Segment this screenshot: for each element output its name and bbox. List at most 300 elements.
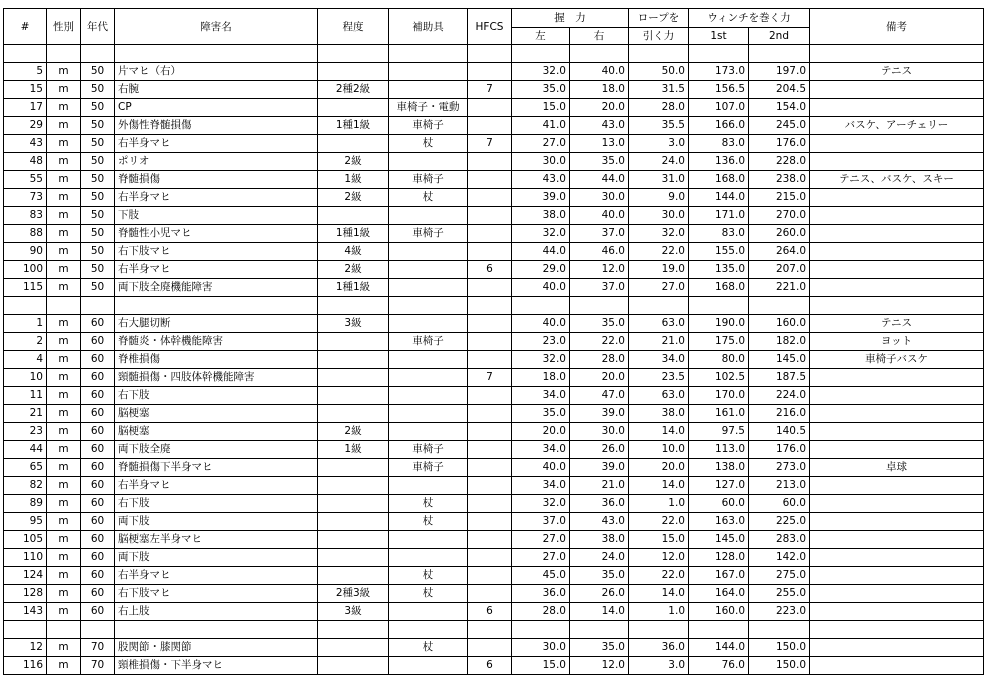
cell-sex: m [47, 153, 81, 171]
cell-w1: 168.0 [689, 279, 749, 297]
cell-hfcs [468, 387, 512, 405]
cell-hfcs [468, 117, 512, 135]
cell-num: 21 [4, 405, 47, 423]
cell-note: テニス、バスケ、スキー [810, 171, 984, 189]
cell-grip-r: 43.0 [570, 513, 629, 531]
empty-cell [570, 621, 629, 639]
cell-degree [318, 477, 389, 495]
cell-grip-r: 14.0 [570, 603, 629, 621]
cell-aid [389, 549, 468, 567]
cell-aid [389, 531, 468, 549]
cell-aid: 車椅子 [389, 333, 468, 351]
cell-w1: 144.0 [689, 639, 749, 657]
cell-hfcs [468, 441, 512, 459]
cell-w2: 207.0 [749, 261, 810, 279]
cell-w1: 170.0 [689, 387, 749, 405]
cell-note [810, 531, 984, 549]
cell-rope: 36.0 [629, 639, 689, 657]
cell-num: 100 [4, 261, 47, 279]
header-winch-2nd: 2nd [749, 28, 810, 45]
cell-grip-r: 38.0 [570, 531, 629, 549]
cell-note [810, 189, 984, 207]
cell-hfcs: 6 [468, 261, 512, 279]
empty-cell [115, 45, 318, 63]
cell-age: 50 [81, 261, 115, 279]
cell-w2: 204.5 [749, 81, 810, 99]
cell-hfcs [468, 549, 512, 567]
cell-disability: 脳梗塞左半身マヒ [115, 531, 318, 549]
cell-disability: 両下肢 [115, 513, 318, 531]
cell-sex: m [47, 117, 81, 135]
cell-w2: 273.0 [749, 459, 810, 477]
cell-note [810, 261, 984, 279]
cell-w1: 175.0 [689, 333, 749, 351]
empty-cell [749, 621, 810, 639]
empty-cell [629, 297, 689, 315]
cell-grip-r: 20.0 [570, 99, 629, 117]
cell-w1: 163.0 [689, 513, 749, 531]
empty-cell [810, 621, 984, 639]
cell-grip-l: 27.0 [512, 135, 570, 153]
cell-note: テニス [810, 315, 984, 333]
header-rope-line1: ロープを [629, 9, 689, 28]
cell-rope: 63.0 [629, 315, 689, 333]
header-sex: 性別 [47, 9, 81, 45]
cell-sex: m [47, 225, 81, 243]
cell-rope: 27.0 [629, 279, 689, 297]
header-degree: 程度 [318, 9, 389, 45]
header-winch: ウィンチを巻く力 [689, 9, 810, 28]
header-aid: 補助具 [389, 9, 468, 45]
cell-num: 44 [4, 441, 47, 459]
cell-num: 95 [4, 513, 47, 531]
cell-grip-r: 37.0 [570, 279, 629, 297]
cell-disability: 右半身マヒ [115, 189, 318, 207]
table-row [4, 639, 984, 657]
table-row [4, 135, 984, 153]
table-row [4, 225, 984, 243]
cell-grip-l: 32.0 [512, 495, 570, 513]
cell-w2: 176.0 [749, 441, 810, 459]
cell-grip-l: 32.0 [512, 225, 570, 243]
cell-grip-r: 12.0 [570, 657, 629, 675]
cell-w1: 113.0 [689, 441, 749, 459]
cell-note [810, 441, 984, 459]
cell-hfcs [468, 531, 512, 549]
cell-sex: m [47, 495, 81, 513]
cell-grip-r: 13.0 [570, 135, 629, 153]
table-row [4, 531, 984, 549]
cell-num: 23 [4, 423, 47, 441]
cell-age: 50 [81, 189, 115, 207]
cell-hfcs [468, 333, 512, 351]
cell-sex: m [47, 549, 81, 567]
cell-rope: 22.0 [629, 513, 689, 531]
cell-rope: 1.0 [629, 603, 689, 621]
cell-degree: 3級 [318, 603, 389, 621]
cell-aid: 車椅子・電動 [389, 99, 468, 117]
cell-aid [389, 477, 468, 495]
empty-cell [512, 45, 570, 63]
cell-grip-r: 35.0 [570, 639, 629, 657]
cell-disability: 頸髄損傷・四肢体幹機能障害 [115, 369, 318, 387]
cell-hfcs [468, 189, 512, 207]
cell-rope: 50.0 [629, 63, 689, 81]
cell-aid: 杖 [389, 585, 468, 603]
cell-note [810, 135, 984, 153]
cell-w2: 255.0 [749, 585, 810, 603]
cell-rope: 14.0 [629, 477, 689, 495]
cell-hfcs [468, 423, 512, 441]
table-row [4, 405, 984, 423]
cell-rope: 14.0 [629, 585, 689, 603]
cell-num: 128 [4, 585, 47, 603]
empty-cell [47, 621, 81, 639]
cell-grip-r: 22.0 [570, 333, 629, 351]
table-row [4, 207, 984, 225]
cell-w1: 83.0 [689, 225, 749, 243]
cell-grip-l: 39.0 [512, 189, 570, 207]
cell-degree [318, 405, 389, 423]
cell-age: 60 [81, 369, 115, 387]
cell-num: 5 [4, 63, 47, 81]
cell-grip-r: 18.0 [570, 81, 629, 99]
cell-grip-l: 34.0 [512, 477, 570, 495]
cell-num: 1 [4, 315, 47, 333]
table-row [4, 99, 984, 117]
cell-note [810, 639, 984, 657]
cell-age: 60 [81, 459, 115, 477]
cell-aid [389, 279, 468, 297]
cell-degree [318, 513, 389, 531]
cell-rope: 30.0 [629, 207, 689, 225]
cell-w1: 128.0 [689, 549, 749, 567]
cell-w2: 228.0 [749, 153, 810, 171]
empty-cell [389, 621, 468, 639]
cell-aid [389, 315, 468, 333]
cell-disability: 脊髄損傷 [115, 171, 318, 189]
cell-hfcs [468, 243, 512, 261]
header-grip-left: 左 [512, 28, 570, 45]
cell-grip-r: 30.0 [570, 189, 629, 207]
cell-aid [389, 405, 468, 423]
cell-w1: 173.0 [689, 63, 749, 81]
cell-grip-l: 30.0 [512, 639, 570, 657]
header-winch-1st: 1st [689, 28, 749, 45]
empty-cell [570, 297, 629, 315]
table-row [4, 63, 984, 81]
cell-sex: m [47, 63, 81, 81]
cell-num: 116 [4, 657, 47, 675]
cell-aid [389, 261, 468, 279]
cell-degree [318, 657, 389, 675]
empty-cell [810, 297, 984, 315]
cell-rope: 1.0 [629, 495, 689, 513]
table-row [4, 81, 984, 99]
cell-note [810, 279, 984, 297]
cell-sex: m [47, 315, 81, 333]
empty-cell [81, 297, 115, 315]
empty-cell [81, 45, 115, 63]
cell-grip-r: 28.0 [570, 351, 629, 369]
cell-disability: 右腕 [115, 81, 318, 99]
cell-aid: 杖 [389, 135, 468, 153]
table-row [4, 477, 984, 495]
cell-sex: m [47, 207, 81, 225]
cell-sex: m [47, 639, 81, 657]
cell-age: 60 [81, 315, 115, 333]
cell-degree [318, 99, 389, 117]
cell-w1: 80.0 [689, 351, 749, 369]
cell-age: 50 [81, 153, 115, 171]
cell-degree: 2種3級 [318, 585, 389, 603]
cell-w1: 167.0 [689, 567, 749, 585]
table-row [4, 189, 984, 207]
cell-note [810, 369, 984, 387]
cell-degree [318, 459, 389, 477]
cell-num: 15 [4, 81, 47, 99]
cell-rope: 23.5 [629, 369, 689, 387]
cell-aid: 杖 [389, 189, 468, 207]
cell-sex: m [47, 459, 81, 477]
data-table [3, 8, 984, 675]
cell-hfcs [468, 585, 512, 603]
cell-aid: 杖 [389, 495, 468, 513]
cell-age: 70 [81, 657, 115, 675]
cell-w2: 150.0 [749, 657, 810, 675]
cell-grip-l: 44.0 [512, 243, 570, 261]
header-rope-line2: 引く力 [629, 28, 689, 45]
cell-w2: 275.0 [749, 567, 810, 585]
cell-rope: 15.0 [629, 531, 689, 549]
cell-w1: 144.0 [689, 189, 749, 207]
cell-w1: 190.0 [689, 315, 749, 333]
cell-aid: 車椅子 [389, 441, 468, 459]
cell-age: 50 [81, 207, 115, 225]
cell-w2: 215.0 [749, 189, 810, 207]
cell-rope: 31.0 [629, 171, 689, 189]
empty-cell [318, 297, 389, 315]
cell-num: 73 [4, 189, 47, 207]
cell-rope: 31.5 [629, 81, 689, 99]
empty-cell [512, 621, 570, 639]
cell-grip-r: 39.0 [570, 405, 629, 423]
cell-num: 11 [4, 387, 47, 405]
cell-degree: 1種1級 [318, 117, 389, 135]
cell-grip-l: 34.0 [512, 387, 570, 405]
empty-cell [570, 45, 629, 63]
cell-sex: m [47, 189, 81, 207]
empty-cell [81, 621, 115, 639]
cell-sex: m [47, 351, 81, 369]
cell-grip-r: 26.0 [570, 585, 629, 603]
table-row [4, 261, 984, 279]
cell-hfcs [468, 477, 512, 495]
table-row [4, 603, 984, 621]
cell-w2: 182.0 [749, 333, 810, 351]
table-row [4, 549, 984, 567]
empty-cell [689, 297, 749, 315]
cell-hfcs [468, 639, 512, 657]
cell-grip-r: 37.0 [570, 225, 629, 243]
cell-rope: 32.0 [629, 225, 689, 243]
cell-num: 82 [4, 477, 47, 495]
table-row [4, 171, 984, 189]
cell-age: 50 [81, 117, 115, 135]
cell-rope: 38.0 [629, 405, 689, 423]
cell-aid: 車椅子 [389, 117, 468, 135]
cell-w2: 221.0 [749, 279, 810, 297]
cell-disability: 右半身マヒ [115, 567, 318, 585]
cell-rope: 35.5 [629, 117, 689, 135]
cell-sex: m [47, 135, 81, 153]
table-row [4, 243, 984, 261]
cell-w1: 171.0 [689, 207, 749, 225]
cell-degree [318, 387, 389, 405]
cell-hfcs [468, 459, 512, 477]
cell-note [810, 99, 984, 117]
cell-disability: CP [115, 99, 318, 117]
table-body [4, 45, 984, 675]
cell-w1: 155.0 [689, 243, 749, 261]
cell-note [810, 153, 984, 171]
cell-grip-l: 32.0 [512, 351, 570, 369]
cell-sex: m [47, 477, 81, 495]
cell-note [810, 495, 984, 513]
cell-sex: m [47, 567, 81, 585]
cell-grip-l: 35.0 [512, 81, 570, 99]
empty-cell [629, 621, 689, 639]
cell-grip-l: 20.0 [512, 423, 570, 441]
blank-separator-row [4, 45, 984, 63]
cell-sex: m [47, 387, 81, 405]
cell-sex: m [47, 657, 81, 675]
cell-aid [389, 423, 468, 441]
cell-degree: 2級 [318, 423, 389, 441]
cell-grip-r: 44.0 [570, 171, 629, 189]
cell-disability: 右下肢 [115, 387, 318, 405]
cell-grip-l: 40.0 [512, 279, 570, 297]
cell-degree [318, 495, 389, 513]
cell-aid: 杖 [389, 639, 468, 657]
cell-rope: 10.0 [629, 441, 689, 459]
cell-rope: 24.0 [629, 153, 689, 171]
empty-cell [689, 45, 749, 63]
cell-hfcs [468, 279, 512, 297]
cell-num: 17 [4, 99, 47, 117]
header-disability: 障害名 [115, 9, 318, 45]
cell-num: 4 [4, 351, 47, 369]
cell-grip-l: 28.0 [512, 603, 570, 621]
cell-sex: m [47, 243, 81, 261]
cell-num: 115 [4, 279, 47, 297]
cell-num: 90 [4, 243, 47, 261]
cell-rope: 12.0 [629, 549, 689, 567]
cell-rope: 3.0 [629, 657, 689, 675]
cell-grip-r: 39.0 [570, 459, 629, 477]
cell-degree: 1級 [318, 441, 389, 459]
empty-cell [749, 297, 810, 315]
cell-disability: 右下肢マヒ [115, 585, 318, 603]
empty-cell [389, 297, 468, 315]
empty-cell [47, 297, 81, 315]
cell-num: 10 [4, 369, 47, 387]
cell-grip-r: 12.0 [570, 261, 629, 279]
cell-sex: m [47, 441, 81, 459]
cell-hfcs: 7 [468, 135, 512, 153]
cell-disability: 股関節・膝関節 [115, 639, 318, 657]
cell-w2: 225.0 [749, 513, 810, 531]
cell-grip-r: 30.0 [570, 423, 629, 441]
cell-rope: 34.0 [629, 351, 689, 369]
cell-grip-l: 30.0 [512, 153, 570, 171]
cell-w2: 264.0 [749, 243, 810, 261]
empty-cell [468, 621, 512, 639]
cell-sex: m [47, 171, 81, 189]
cell-sex: m [47, 369, 81, 387]
header-hfcs: HFCS [468, 9, 512, 45]
cell-w2: 197.0 [749, 63, 810, 81]
cell-aid [389, 63, 468, 81]
cell-w2: 216.0 [749, 405, 810, 423]
cell-note [810, 549, 984, 567]
header-age: 年代 [81, 9, 115, 45]
cell-grip-l: 43.0 [512, 171, 570, 189]
cell-aid [389, 603, 468, 621]
cell-note [810, 513, 984, 531]
cell-w2: 270.0 [749, 207, 810, 225]
cell-grip-l: 37.0 [512, 513, 570, 531]
empty-cell [47, 45, 81, 63]
cell-hfcs: 6 [468, 603, 512, 621]
cell-sex: m [47, 603, 81, 621]
cell-note [810, 585, 984, 603]
cell-grip-l: 18.0 [512, 369, 570, 387]
cell-sex: m [47, 333, 81, 351]
cell-degree: 1種1級 [318, 225, 389, 243]
cell-age: 50 [81, 63, 115, 81]
cell-sex: m [47, 585, 81, 603]
cell-hfcs [468, 405, 512, 423]
cell-degree [318, 207, 389, 225]
cell-aid [389, 369, 468, 387]
cell-degree: 1種1級 [318, 279, 389, 297]
cell-note [810, 405, 984, 423]
cell-disability: 脊椎損傷 [115, 351, 318, 369]
cell-note: テニス [810, 63, 984, 81]
empty-cell [468, 45, 512, 63]
cell-age: 60 [81, 513, 115, 531]
cell-disability: 脊髄炎・体幹機能障害 [115, 333, 318, 351]
cell-disability: 両下肢全廃 [115, 441, 318, 459]
cell-grip-l: 41.0 [512, 117, 570, 135]
cell-disability: 右上肢 [115, 603, 318, 621]
cell-hfcs [468, 207, 512, 225]
cell-w1: 145.0 [689, 531, 749, 549]
cell-age: 60 [81, 351, 115, 369]
cell-w1: 136.0 [689, 153, 749, 171]
table-row [4, 567, 984, 585]
cell-grip-l: 40.0 [512, 459, 570, 477]
cell-degree: 4級 [318, 243, 389, 261]
cell-age: 50 [81, 135, 115, 153]
table-row [4, 459, 984, 477]
cell-hfcs: 7 [468, 369, 512, 387]
cell-grip-l: 23.0 [512, 333, 570, 351]
header-notes: 備考 [810, 9, 984, 45]
cell-age: 70 [81, 639, 115, 657]
cell-w1: 168.0 [689, 171, 749, 189]
